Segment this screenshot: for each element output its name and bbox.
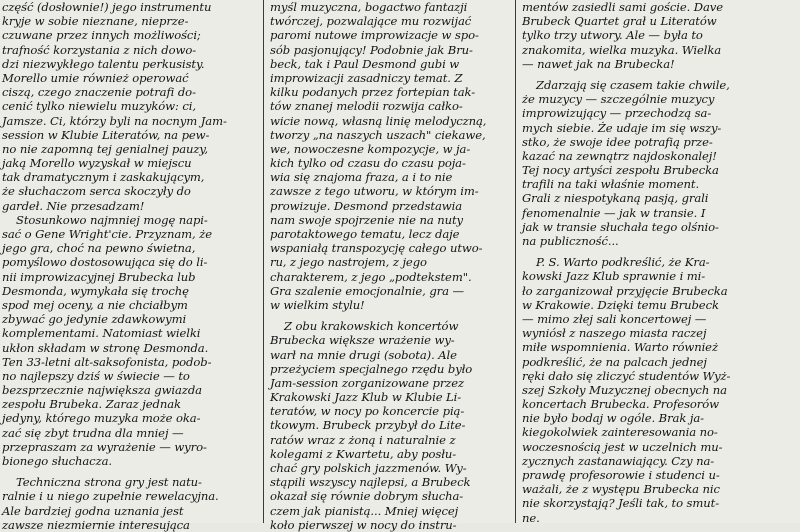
text-line: tkowym. Brubeck przybył do Lite-: [270, 418, 466, 433]
text-line: że muzycy — szczególnie muzycy: [522, 92, 715, 107]
text-line: sób pasjonujący! Podobnie jak Bru-: [270, 42, 473, 57]
text-line: charakterem, z jego „podtekstem".: [270, 269, 472, 284]
text-line: znakomita, wielka muzyka. Wielka: [522, 42, 722, 57]
text-line: kowski Jazz Klub sprawnie i mi-: [522, 269, 706, 284]
text-line: stko, że swoje idee potrafią prze-: [522, 134, 713, 149]
text-line: Grali z niespotykaną pasją, grali: [522, 191, 709, 206]
text-line: przeżyciem specjalnego rzędu było: [270, 361, 473, 376]
text-line: Gra szalenie emocjonalnie, gra —: [270, 283, 465, 298]
text-line: ru, z jego nastrojem, z jego: [270, 255, 427, 270]
article-column-2: [270, 0, 512, 532]
paragraph-gap: [522, 248, 798, 255]
text-line: ciszą, czego znaczenie potrafi do-: [2, 85, 196, 100]
text-line: zbywać go jedynie zdawkowymi: [2, 312, 187, 327]
text-line: szej Szkoły Muzycznej obecnych na: [522, 382, 727, 397]
text-line: beck, tak i Paul Desmond gubi w: [270, 56, 460, 71]
text-line: improwizujący — przechodzą sa-: [522, 106, 712, 121]
text-line: fenomenalnie — jak w transie. I: [522, 205, 706, 220]
text-line: trafili na taki właśnie moment.: [522, 177, 700, 192]
text-line: nie skorzystają? Jeśli tak, to smut-: [522, 496, 720, 511]
text-line: Stosunkowo najmniej mogę napi-: [16, 212, 208, 227]
column-divider: [263, 0, 264, 523]
text-line: bionego słuchacza.: [2, 454, 112, 468]
text-line: Brubecka większe wrażenie wy-: [270, 333, 455, 348]
text-line: prawdę profesorowie i studenci u-: [522, 468, 720, 482]
text-line: ważali, że z występu Brubecka nic: [522, 482, 720, 497]
text-line: miłe wspomnienia. Warto również: [522, 340, 718, 355]
text-line: w Krakowie. Dzięki temu Brubeck: [522, 297, 719, 312]
text-line: we, nowoczesne kompozycje, w ja-: [270, 141, 471, 156]
text-line: sać o Gene Wright'cie. Przyznam, że: [2, 227, 212, 241]
text-line: zycznych zastanawiający. Czy na-: [522, 453, 715, 468]
text-line: ralnie i u niego zupełnie rewelacyjna.: [2, 489, 219, 504]
text-line: komplementami. Natomiast wielki: [2, 326, 201, 341]
text-line: część (dosłownie!) jego instrumentu: [2, 0, 212, 14]
text-line: w wielkim stylu!: [270, 297, 365, 312]
text-line: ukłon składam w stronę Desmonda.: [2, 340, 209, 355]
text-line: bezsprzecznie największa gwiazda: [2, 383, 202, 398]
text-line: parotaktowego tematu, lecz daje: [270, 227, 460, 241]
text-line: kryje w sobie nieznane, nieprze-: [2, 14, 189, 29]
text-line: ręki dało się zliczyć studentów Wyż-: [522, 368, 731, 383]
column-divider: [515, 0, 516, 523]
text-line: Brubeck Quartet grał u Literatów: [522, 14, 717, 29]
text-line: zawsze niezmiernie interesująca: [2, 517, 190, 532]
text-line: czuwane przez innych możliwości;: [2, 28, 201, 43]
text-line: no najlepszy dziś w świecie — to: [2, 368, 190, 383]
text-line: na publiczność...: [522, 234, 619, 248]
text-line: jedyny, którego muzyka może oka-: [2, 411, 201, 426]
text-line: podkreślić, że na palcach jednej: [522, 354, 707, 369]
text-line: wia się znajoma fraza, a i to nie: [270, 170, 453, 185]
text-line: jego gra, choć na pewno świetna,: [2, 241, 196, 256]
text-line: nie było bodaj w ogóle. Brak ja-: [522, 411, 704, 426]
text-line: zawsze z tego utworu, w którym im-: [270, 184, 479, 199]
text-line: myśl muzyczna, bogactwo fantazji: [270, 0, 468, 14]
text-line: ło zarganizował przyjęcie Brubecka: [522, 283, 728, 298]
text-line: spod mej oceny, a nie chciałbym: [2, 297, 188, 312]
text-line: Ten 33-letni alt-saksofonista, podob-: [2, 354, 212, 369]
text-line: tworzy „na naszych uszach" ciekawe,: [270, 127, 486, 142]
text-line: mych siebie. Że udaje im się wszy-: [522, 120, 722, 135]
text-line: Ale bardziej godna uznania jest: [2, 503, 184, 518]
text-line: trafność korzystania z nich dowo-: [2, 42, 197, 57]
text-line: jaką Morello wyzyskał w miejscu: [2, 156, 192, 171]
text-line: Zdarzają się czasem takie chwile,: [536, 77, 730, 92]
text-line: nam swoje spojrzenie nie na nuty: [270, 212, 463, 227]
text-line: — nawet jak na Brubecka!: [522, 56, 675, 71]
text-line: jak w transie słuchała tego olśnio-: [522, 219, 719, 234]
text-line: — mimo złej sali koncertowej —: [522, 311, 707, 326]
text-line: Tej nocy artyści zespołu Brubecka: [522, 163, 719, 178]
text-line: Jam-session zorganizowane przez: [270, 375, 465, 390]
text-line: gardeł. Nie przesadzam!: [2, 198, 145, 213]
text-line: Desmonda, wymykała się trochę: [2, 283, 189, 298]
text-line: zać się zbyt trudna dla mniej —: [2, 425, 184, 440]
text-line: improwizacji zasadniczy temat. Z: [270, 70, 463, 85]
text-line: pomyślowo dostosowująca się do li-: [2, 255, 208, 270]
text-line: że słuchaczom serca skoczyły do: [2, 184, 191, 199]
text-line: koncertach Brubecka. Profesorów: [522, 397, 719, 412]
text-line: dzi niezwykłego talentu perkusisty.: [2, 56, 205, 71]
text-line: Krakowski Jazz Klub w Klubie Li-: [270, 390, 462, 405]
text-line: ne.: [522, 510, 540, 525]
text-line: woczesnością jest w uczelnich mu-: [522, 439, 723, 454]
text-line: przepraszam za wyrażenie — wyro-: [2, 439, 207, 454]
text-line: stąpili wszyscy najlepsi, a Brubeck: [270, 475, 471, 490]
paragraph-gap: [2, 468, 259, 475]
article-column-3: [522, 0, 798, 523]
text-line: Jamsze. Ci, którzy byli na nocnym Jam-: [2, 113, 227, 128]
text-line: koło pierwszej w nocy do instru-: [270, 517, 457, 532]
text-line: warł na mnie drugi (sobota). Ale: [270, 347, 457, 362]
text-line: Z obu krakowskich koncertów: [284, 319, 459, 334]
text-line: nii improwizacyjnej Brubecka lub: [2, 269, 196, 284]
text-line: wicie nową, własną linię melodyczną,: [270, 113, 487, 128]
text-line: paromi nutowe improwizacje w spo-: [270, 28, 479, 43]
text-line: session w Klubie Literatów, na pew-: [2, 127, 210, 142]
text-line: ratów wraz z żoną i naturalnie z: [270, 432, 456, 447]
article-column-1: [2, 0, 259, 532]
text-line: kolegami z Kwartetu, aby posłu-: [270, 446, 457, 461]
text-line: kazać na zewnątrz najdoskonalej!: [522, 148, 717, 163]
text-line: kich tylko od czasu do czasu poja-: [270, 156, 466, 171]
text-line: tylko trzy utwory. Ale — była to: [522, 28, 703, 43]
text-line: kilku podanych przez fortepian tak-: [270, 85, 476, 100]
text-line: wyniósł z naszego miasta raczej: [522, 326, 707, 341]
text-line: twórczej, pozwalające mu rozwijać: [270, 14, 472, 29]
text-line: prowizuje. Desmond przedstawia: [270, 198, 463, 213]
text-line: teratów, w nocy po koncercie pią-: [270, 404, 465, 419]
paragraph-gap: [522, 71, 798, 78]
text-line: wspaniałą transpozycję całego utwo-: [270, 241, 483, 256]
text-line: Techniczna strona gry jest natu-: [16, 475, 202, 490]
text-line: zespołu Brubeka. Zaraz jednak: [2, 397, 181, 412]
text-line: Morello umie również operować: [2, 70, 189, 85]
text-line: P. S. Warto podkreślić, że Kra-: [536, 255, 710, 270]
text-line: mentów zasiedli sami goście. Dave: [522, 0, 723, 14]
text-line: okazał się równie dobrym słucha-: [270, 489, 464, 504]
text-line: no nie zapomną tej genialnej pauzy,: [2, 141, 208, 156]
text-line: kiegokolwiek zainteresowania no-: [522, 425, 718, 440]
text-line: tak dramatycznym i zaskakującym,: [2, 170, 205, 185]
text-line: tów znanej melodii rozwija całko-: [270, 99, 463, 114]
text-line: czem jak pianistą... Mniej więcej: [270, 503, 459, 518]
text-line: chać gry polskich jazzmenów. Wy-: [270, 461, 467, 475]
paragraph-gap: [270, 312, 512, 319]
text-line: cenić tylko niewielu muzyków: ci,: [2, 99, 196, 114]
